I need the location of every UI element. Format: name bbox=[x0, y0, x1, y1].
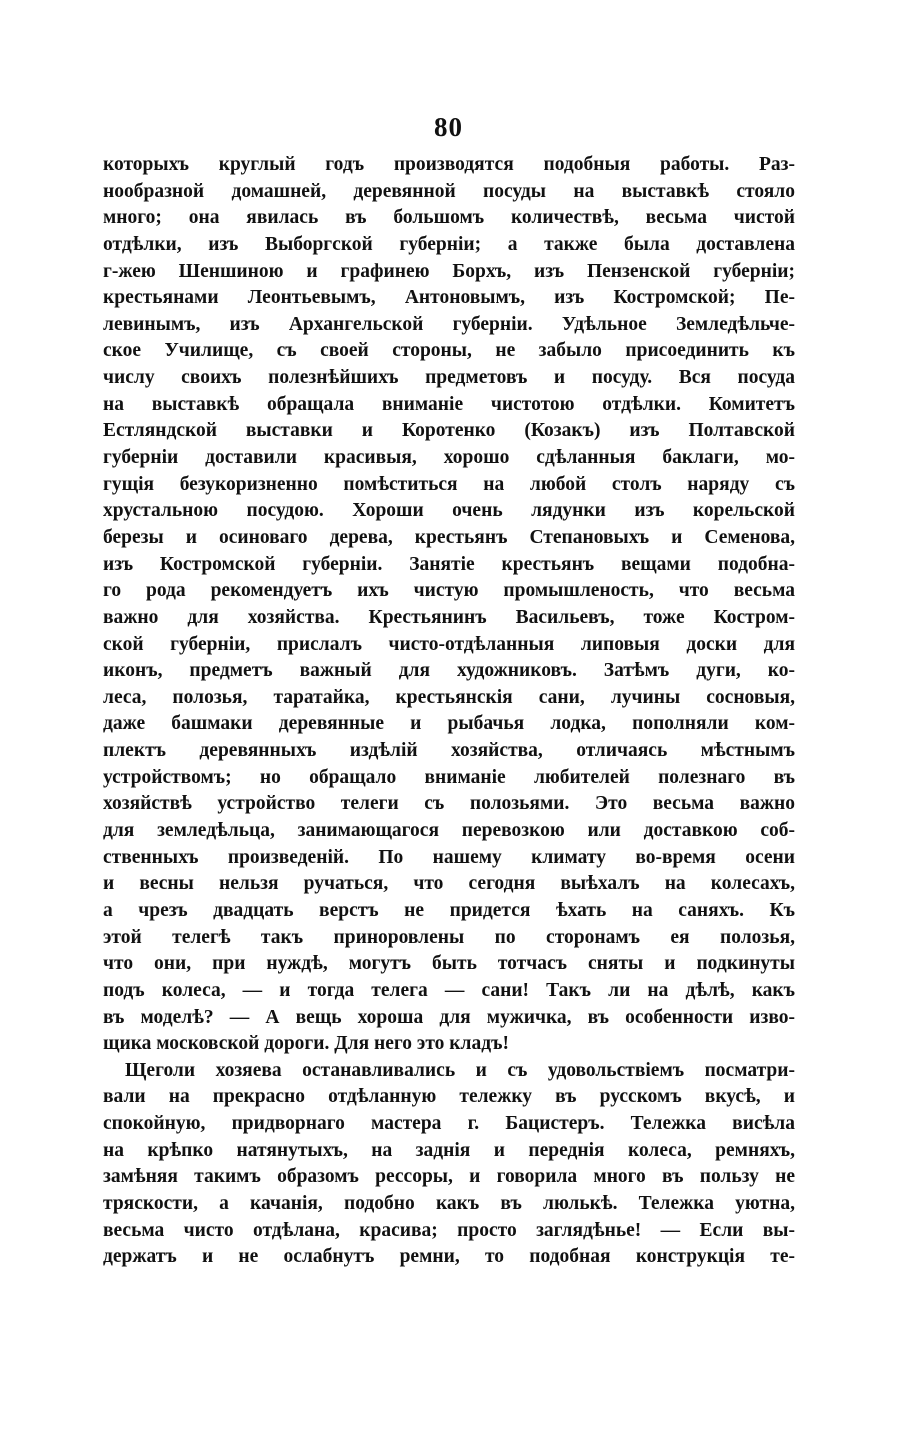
text-line: губерніи доставили красивыя, хорошо сдѣланныя баклаги, мо- bbox=[103, 447, 795, 469]
text-line: важно для хозяйства. Крестьянинъ Васильевъ, тоже Костром- bbox=[103, 606, 795, 628]
text-line-paragraph-end: щика московской дороги. Для него это кладъ! bbox=[103, 1033, 509, 1055]
text-line: левинымъ, изъ Архангельской губерніи. Удѣльное Земледѣльче- bbox=[103, 313, 795, 335]
text-line: нообразной домашней, деревянной посуды на выставкѣ стояло bbox=[103, 180, 795, 202]
text-line: ской губерніи, прислалъ чисто-отдѣланныя липовыя доски для bbox=[103, 633, 795, 655]
text-line: изъ Костромской губерніи. Занятіе крестьянъ вещами подобна- bbox=[103, 553, 795, 575]
text-line: для земледѣльца, занимающагося перевозкою или доставкою соб- bbox=[103, 820, 795, 842]
text-line: держатъ и не ослабнутъ ремни, то подобная конструкція те- bbox=[103, 1246, 795, 1268]
text-line: числу своихъ полезнѣйшихъ предметовъ и посуду. Вся посуда bbox=[103, 367, 795, 389]
text-line: даже башмаки деревянные и рыбачья лодка, пополняли ком- bbox=[103, 713, 795, 735]
text-line: замѣняя такимъ образомъ рессоры, и говорила много въ пользу не bbox=[103, 1166, 795, 1188]
text-line: которыхъ круглый годъ производятся подобныя работы. Раз- bbox=[103, 154, 795, 175]
text-line: что они, при нуждѣ, могутъ быть тотчасъ сняты и подкинуты bbox=[103, 953, 795, 975]
text-line: весьма чисто отдѣлана, красива; просто заглядѣнье! — Если вы- bbox=[103, 1219, 795, 1241]
text-line: а чрезъ двадцать верстъ не придется ѣхать на саняхъ. Къ bbox=[103, 899, 795, 921]
text-line: хозяйствѣ устройство телеги съ полозьями. Это весьма важно bbox=[103, 793, 795, 815]
text-line: этой телегѣ такъ приноровлены по сторонамъ ея полозья, bbox=[103, 926, 795, 948]
text-line: гущія безукоризненно помѣститься на любой столъ наряду съ bbox=[103, 473, 795, 495]
text-line: отдѣлки, изъ Выборгской губерніи; а также была доставлена bbox=[103, 233, 795, 255]
text-line: крестьянами Леонтьевымъ, Антоновымъ, изъ Костромской; Пе- bbox=[103, 287, 795, 309]
text-line: и весны нельзя ручаться, что сегодня выѣхалъ на колесахъ, bbox=[103, 873, 795, 895]
text-line: подъ колеса, — и тогда телега — сани! Такъ ли на дѣлѣ, какъ bbox=[103, 979, 795, 1001]
text-line: тряскости, а качанія, подобно какъ въ люлькѣ. Тележка уютна, bbox=[103, 1192, 795, 1214]
text-line: иконъ, предметъ важный для художниковъ. Затѣмъ дуги, ко- bbox=[103, 660, 795, 682]
body-text bbox=[103, 152, 795, 1271]
text-line: на крѣпко натянутыхъ, на заднія и переднія колеса, ремняхъ, bbox=[103, 1139, 795, 1161]
text-line: много; она явилась въ большомъ количествѣ, весьма чистой bbox=[103, 207, 795, 229]
text-line: спокойную, придворнаго мастера г. Бацистеръ. Тележка висѣла bbox=[103, 1113, 795, 1135]
page-number: 80 bbox=[434, 112, 463, 142]
text-line: хрустальною посудою. Хороши очень лядунки изъ корельской bbox=[103, 500, 795, 522]
text-line: устройствомъ; но обращало вниманіе любителей полезнаго въ bbox=[103, 766, 795, 788]
text-line: ственныхъ произведеній. По нашему климату во-время осени bbox=[103, 846, 795, 868]
text-line: на выставкѣ обращала вниманіе чистотою отдѣлки. Комитетъ bbox=[103, 393, 795, 415]
text-line-paragraph-start: Щеголи хозяева останавливались и съ удовольствіемъ посматри- bbox=[125, 1059, 795, 1081]
text-line: го рода рекомендуетъ ихъ чистую промышленость, что весьма bbox=[103, 580, 795, 602]
text-line: березы и осиноваго дерева, крестьянъ Степановыхъ и Семенова, bbox=[103, 526, 795, 548]
text-line: ское Училище, съ своей стороны, не забыло присоединить къ bbox=[103, 340, 795, 362]
text-line: леса, полозья, таратайка, крестьянскія сани, лучины сосновыя, bbox=[103, 686, 795, 708]
text-line: г-жею Шеншиною и графинею Борхъ, изъ Пензенской губерніи; bbox=[103, 260, 795, 282]
text-line: вали на прекрасно отдѣланную тележку въ русскомъ вкусѣ, и bbox=[103, 1086, 795, 1108]
text-line: плектъ деревянныхъ издѣлій хозяйства, отличаясь мѣстнымъ bbox=[103, 740, 795, 762]
text-line: въ моделѣ? — А вещь хороша для мужичка, въ особенности изво- bbox=[103, 1006, 795, 1028]
text-line: Естляндской выставки и Коротенко (Козакъ) изъ Полтавской bbox=[103, 420, 795, 442]
